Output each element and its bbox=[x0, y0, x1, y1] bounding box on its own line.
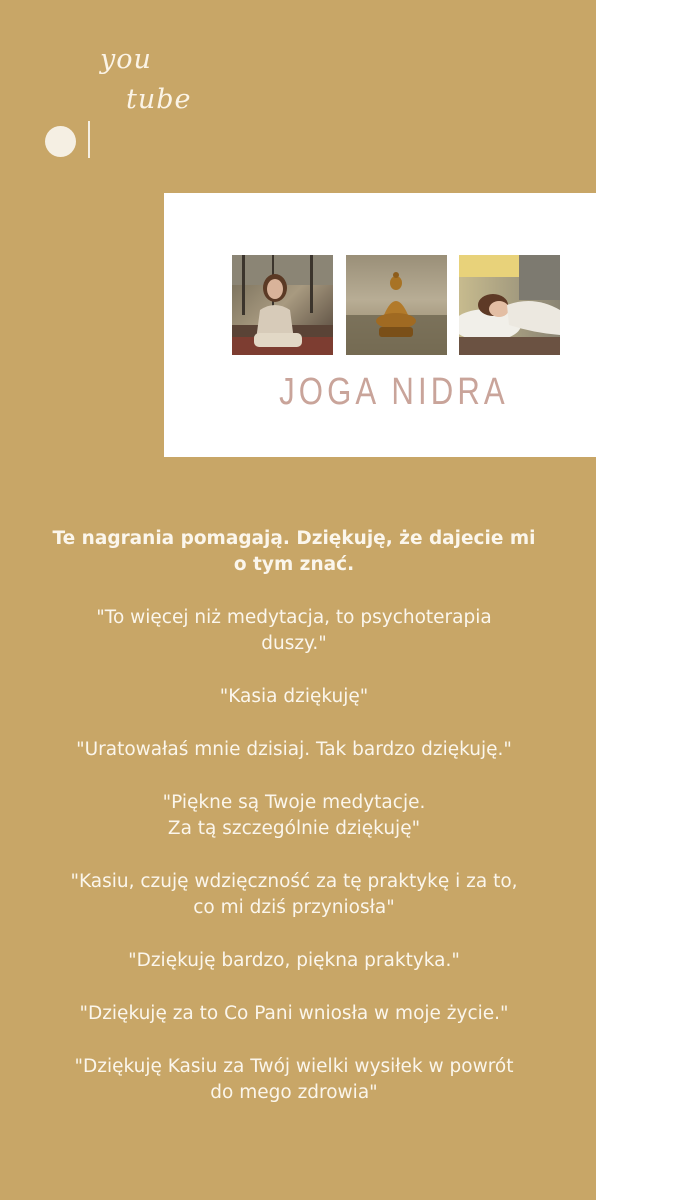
woman-sitting-photo bbox=[232, 255, 333, 355]
quote bbox=[40, 948, 548, 974]
quote-line: "Uratowałaś mnie dzisiaj. Tak bardzo dziękuję." bbox=[76, 739, 512, 760]
testimonials bbox=[40, 526, 548, 1106]
buddha-statue-photo bbox=[346, 255, 447, 355]
quote bbox=[40, 869, 548, 921]
quote-line: do mego zdrowia" bbox=[210, 1082, 378, 1103]
quote-line: "To więcej niż medytacja, to psychoterapia bbox=[96, 607, 492, 628]
intro-line: Te nagrania pomagają. Dziękuję, że dajecie mi bbox=[52, 528, 536, 549]
quote-line: "Kasiu, czuję wdzięczność za tę praktykę i za to, bbox=[70, 871, 518, 892]
quote bbox=[40, 605, 548, 657]
brand-tube: tube bbox=[126, 84, 192, 115]
play-dot-icon bbox=[45, 126, 76, 157]
joga-nidra-card bbox=[164, 193, 596, 457]
quote-line: co mi dziś przyniosła" bbox=[193, 897, 395, 918]
quote-line: "Piękne są Twoje medytacje. bbox=[162, 792, 426, 813]
divider-bar-icon bbox=[88, 121, 90, 158]
quote-line: "Dziękuję Kasiu za Twój wielki wysiłek w powrót bbox=[74, 1056, 514, 1077]
card-title: JOGA NIDRA bbox=[279, 371, 509, 413]
quote-line: "Dziękuję za to Co Pani wniosła w moje życie." bbox=[79, 1003, 509, 1024]
quote bbox=[40, 1001, 548, 1027]
intro-text bbox=[40, 526, 548, 578]
quote-line: "Kasia dziękuję" bbox=[219, 686, 369, 707]
quote bbox=[40, 737, 548, 763]
quote-line: duszy." bbox=[261, 633, 327, 654]
woman-sitting-image bbox=[232, 255, 333, 355]
brand-you: you bbox=[100, 44, 152, 75]
intro-line: o tym znać. bbox=[233, 554, 355, 575]
woman-sleeping-photo bbox=[459, 255, 560, 355]
buddha-statue-image bbox=[346, 255, 447, 355]
quote-line: "Dziękuję bardzo, piękna praktyka." bbox=[128, 950, 460, 971]
quote bbox=[40, 684, 548, 710]
woman-sleeping-image bbox=[459, 255, 560, 355]
quote bbox=[40, 790, 548, 842]
quote bbox=[40, 1054, 548, 1106]
quote-line: Za tą szczególnie dziękuję" bbox=[167, 818, 421, 839]
